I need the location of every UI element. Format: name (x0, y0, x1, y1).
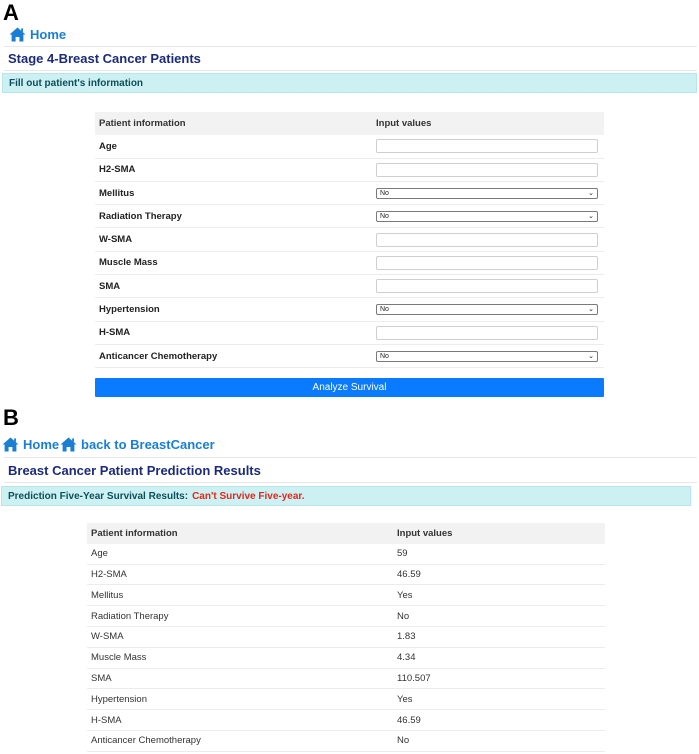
divider (4, 70, 697, 71)
row-value: 46.59 (397, 714, 421, 726)
field-cell (376, 279, 604, 293)
chevron-down-icon: ⌄ (588, 189, 594, 197)
result-value: Can't Survive Five-year. (192, 490, 305, 502)
home-link[interactable] (2, 437, 59, 452)
select-value: No (380, 189, 389, 197)
form-row-radiation-therapy (95, 205, 604, 228)
table-row (87, 565, 605, 586)
home-link-label: Home (30, 27, 67, 42)
field-cell (376, 233, 604, 247)
header-input-values: Input values (376, 118, 432, 130)
hypertension-select[interactable] (376, 304, 598, 315)
table-row (87, 606, 605, 627)
row-label: W-SMA (91, 631, 124, 643)
form-row-h2-sma (95, 159, 604, 182)
muscle-mass-input[interactable] (376, 256, 598, 270)
table-row (87, 710, 605, 731)
divider (4, 46, 697, 47)
field-label: W-SMA (99, 234, 133, 246)
row-value: 1.83 (397, 631, 416, 643)
chevron-down-icon: ⌄ (588, 212, 594, 220)
table-row (87, 648, 605, 669)
home-link[interactable] (9, 27, 66, 42)
field-cell (376, 304, 604, 315)
row-label: H-SMA (91, 714, 122, 726)
field-cell (376, 211, 604, 222)
h2-sma-input[interactable] (376, 163, 598, 177)
form-row-age (95, 135, 604, 158)
form-row-h-sma (95, 322, 604, 345)
table-row (87, 627, 605, 648)
table-row (87, 585, 605, 606)
anticancer-chemotherapy-select[interactable] (376, 351, 598, 362)
divider (4, 482, 697, 483)
field-cell (376, 188, 604, 199)
field-label: Age (99, 140, 117, 152)
row-value: Yes (397, 693, 413, 705)
row-label: Anticancer Chemotherapy (91, 735, 201, 747)
radiation-therapy-select[interactable] (376, 211, 598, 222)
form-row-w-sma (95, 228, 604, 251)
h-sma-input[interactable] (376, 326, 598, 340)
form-row-sma (95, 275, 604, 298)
row-value: 59 (397, 548, 408, 560)
page-title: Stage 4-Breast Cancer Patients (8, 51, 201, 66)
home-icon (60, 437, 77, 452)
panel-b-label: B (3, 405, 19, 430)
home-link-label: Home (23, 437, 60, 452)
field-cell (376, 139, 604, 153)
panel-a-label: A (3, 0, 19, 25)
field-label: Anticancer Chemotherapy (99, 350, 218, 362)
row-value: No (397, 735, 410, 747)
back-link-label: back to BreastCancer (81, 437, 215, 452)
table-header (95, 112, 604, 135)
results-table (87, 523, 605, 752)
header-patient-info: Patient information (99, 118, 186, 130)
row-value: No (397, 610, 410, 622)
form-row-anticancer-chemotherapy (95, 345, 604, 368)
row-label: Muscle Mass (91, 652, 147, 664)
row-value: 110.507 (397, 672, 431, 684)
field-label: Muscle Mass (99, 257, 158, 269)
result-alert (1, 486, 691, 506)
sma-input[interactable] (376, 279, 598, 293)
back-to-breastcancer-link[interactable] (60, 437, 215, 452)
chevron-down-icon: ⌄ (588, 352, 594, 360)
field-label: SMA (99, 280, 121, 292)
table-row (87, 689, 605, 710)
table-row (87, 544, 605, 565)
field-cell (376, 326, 604, 340)
results-title: Breast Cancer Patient Prediction Results (8, 463, 261, 478)
row-label: Age (91, 548, 108, 560)
info-alert-text: Fill out patient's information (9, 77, 144, 89)
field-cell (376, 256, 604, 270)
field-label: H-SMA (99, 327, 131, 339)
row-label: SMA (91, 672, 112, 684)
mellitus-select[interactable] (376, 188, 598, 199)
chevron-down-icon: ⌄ (588, 306, 594, 314)
select-value: No (380, 352, 389, 360)
age-input[interactable] (376, 139, 598, 153)
form-row-hypertension (95, 298, 604, 321)
table-row (87, 669, 605, 690)
table-row (87, 731, 605, 752)
form-row-mellitus (95, 182, 604, 205)
field-cell (376, 163, 604, 177)
field-cell (376, 351, 604, 362)
result-prefix: Prediction Five-Year Survival Results: (8, 490, 189, 502)
row-value: Yes (397, 589, 413, 601)
divider (4, 457, 697, 458)
field-label: H2-SMA (99, 164, 136, 176)
header-patient-info: Patient information (91, 527, 178, 539)
info-alert (2, 73, 697, 93)
row-value: 46.59 (397, 568, 421, 580)
row-label: H2-SMA (91, 568, 127, 580)
home-icon (9, 27, 26, 42)
select-value: No (380, 212, 389, 220)
row-label: Radiation Therapy (91, 610, 169, 622)
select-value: No (380, 306, 389, 314)
field-label: Hypertension (99, 304, 160, 316)
w-sma-input[interactable] (376, 233, 598, 247)
table-header (87, 523, 605, 544)
form-row-muscle-mass (95, 252, 604, 275)
row-label: Mellitus (91, 589, 124, 601)
analyze-survival-button[interactable]: Analyze Survival (95, 378, 604, 397)
field-label: Radiation Therapy (99, 210, 182, 222)
row-value: 4.34 (397, 652, 416, 664)
home-icon (2, 437, 19, 452)
row-label: Hypertension (91, 693, 147, 705)
patient-form-table (95, 112, 604, 368)
field-label: Mellitus (99, 187, 135, 199)
header-input-values: Input values (397, 527, 453, 539)
